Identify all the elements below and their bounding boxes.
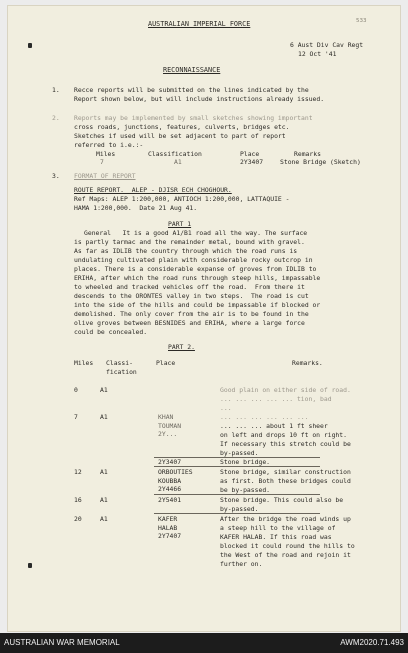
- para2-line: Sketches if used will be set adjacent to part of report: [74, 132, 286, 140]
- part1-line: places. There is a considerable expanse of groves from IDLIB to: [74, 265, 317, 273]
- para2-line: Reports may be implemented by small sketches showing important: [74, 114, 313, 122]
- row-miles: 20: [74, 515, 82, 523]
- row-place: 2Y3407: [158, 458, 182, 466]
- row-place: KAFER HALAB 2Y7407: [158, 515, 182, 541]
- section-heading: RECONNAISSANCE: [163, 66, 221, 74]
- row-place: KHAN TOUMAN 2Y...: [158, 413, 182, 439]
- page-stamp: 533: [356, 18, 367, 24]
- part1-line: is partly tarmac and the remainder metal, bound with gravel.: [74, 238, 305, 246]
- row-remarks: Stone bridge.: [220, 458, 271, 466]
- para3-number: 3.: [52, 172, 60, 180]
- row-remarks: If necessary this stretch could be: [220, 440, 351, 448]
- part1-title: PART 1: [168, 220, 192, 228]
- row-remarks: by-passed.: [220, 505, 259, 513]
- row-class: A1: [100, 496, 108, 504]
- row-miles: 0: [74, 386, 78, 394]
- row-remarks: by-passed.: [220, 449, 259, 457]
- part1-line: to wheeled and tracked vehicles off the road. From there it: [74, 283, 305, 291]
- document-page: [8, 6, 400, 631]
- part1-line: into the side of the hills and could be impassable if blocked or: [74, 301, 321, 309]
- row-remarks: as first. Both these bridges could: [220, 477, 351, 485]
- part1-line: olive groves between BESNIDES and ERIHA, where a large force: [74, 319, 305, 327]
- footer-institution: AUSTRALIAN WAR MEMORIAL: [4, 638, 120, 647]
- para2-line: referred to i.e.:-: [74, 141, 144, 149]
- row-miles: 16: [74, 496, 82, 504]
- para1-number: 1.: [52, 86, 60, 94]
- ref-maps: Ref Maps: ALEP 1:200,000, ANTIOCH 1:200,000, LATTAQUIE -: [74, 195, 290, 203]
- para3-title: FORMAT OF REPORT: [74, 172, 136, 180]
- col-remarks: Remarks.: [292, 359, 323, 367]
- row-remarks: blocked it could round the hills to: [220, 542, 355, 550]
- para2-number: 2.: [52, 114, 60, 122]
- part2-title: PART 2.: [168, 343, 195, 351]
- row-remarks: KAFER HALAB. If this road was: [220, 533, 332, 541]
- part1-line: undulating cultivated plain with considerable rocky outcrop in: [74, 256, 313, 264]
- row-remarks: be by-passed.: [220, 486, 271, 494]
- part1-line: As far as IDLIB the country through which the road runs is: [74, 247, 298, 255]
- part1-line: General It is a good A1/B1 road all the way. The surface: [84, 229, 308, 237]
- unit-name: 6 Aust Div Cav Regt: [290, 41, 364, 49]
- col-miles: Miles: [74, 359, 94, 367]
- example-remarks: Stone Bridge (Sketch): [280, 158, 361, 166]
- row-place: 2Y5401: [158, 496, 182, 504]
- col-place: Place: [156, 359, 176, 367]
- part1-line: demolished. The only cover from the air is to be found in the: [74, 310, 309, 318]
- row-remarks: After the bridge the road winds up: [220, 515, 351, 523]
- row-miles: 7: [74, 413, 78, 421]
- row-class: A1: [100, 386, 108, 394]
- part1-line: ERIHA, after which the road runs through steep hills, impassable: [74, 274, 321, 282]
- row-divider: [154, 513, 320, 514]
- row-remarks: further on.: [220, 560, 263, 568]
- example-col-remarks: Remarks: [294, 150, 321, 158]
- row-class: A1: [100, 413, 108, 421]
- row-remarks: ...: [220, 404, 232, 412]
- document-title: AUSTRALIAN IMPERIAL FORCE: [148, 20, 251, 28]
- para1-line: Recce reports will be submitted on the lines indicated by the: [74, 86, 309, 94]
- example-col-place: Place: [240, 150, 260, 158]
- ref-maps-cont: HAMA 1:200,000. Date 21 Aug 41.: [74, 204, 198, 212]
- col-classification: Classi- fication: [106, 359, 137, 376]
- row-remarks: the West of the road and rejoin it: [220, 551, 351, 559]
- part1-line: descends to the ORONTES valley in two steps. The road is cut: [74, 292, 309, 300]
- row-remarks: ... ... ... about 1 ft sheer: [220, 422, 328, 430]
- document-date: 12 Oct '41: [298, 50, 337, 58]
- row-place: ORBOUTIES KOUBBA 2Y4466: [158, 468, 193, 494]
- row-remarks: ... ... ... ... ... ...: [220, 413, 309, 421]
- row-remarks: ... ... ... ... ... tion, bad: [220, 395, 332, 403]
- row-divider: [154, 466, 320, 467]
- row-divider: [154, 494, 320, 495]
- row-remarks: Good plain on either side of road.: [220, 386, 351, 394]
- punch-hole: [28, 43, 32, 48]
- example-place: 2Y3407: [240, 158, 264, 166]
- route-report: ROUTE REPORT. ALEP - DJISR ECH CHOGHOUR.: [74, 186, 232, 194]
- row-remarks: a steep hill to the village of: [220, 524, 336, 532]
- archive-footer: [0, 633, 408, 653]
- row-class: A1: [100, 468, 108, 476]
- para2-line: cross roads, junctions, features, culverts, bridges etc.: [74, 123, 290, 131]
- part1-line: could be concealed.: [74, 328, 148, 336]
- footer-accession-number: AWM2020.71.493: [340, 638, 404, 647]
- punch-hole: [28, 563, 32, 568]
- example-class: A1: [174, 158, 182, 166]
- example-miles: 7: [100, 158, 104, 166]
- row-miles: 12: [74, 468, 82, 476]
- example-col-miles: Miles: [96, 150, 116, 158]
- example-col-class: Classification: [148, 150, 202, 158]
- row-remarks: Stone bridge. This could also be: [220, 496, 344, 504]
- para1-line: Report shown below, but will include instructions already issued.: [74, 95, 325, 103]
- row-remarks: on left and drops 10 ft on right.: [220, 431, 347, 439]
- row-class: A1: [100, 515, 108, 523]
- row-remarks: Stone bridge, similar construction: [220, 468, 351, 476]
